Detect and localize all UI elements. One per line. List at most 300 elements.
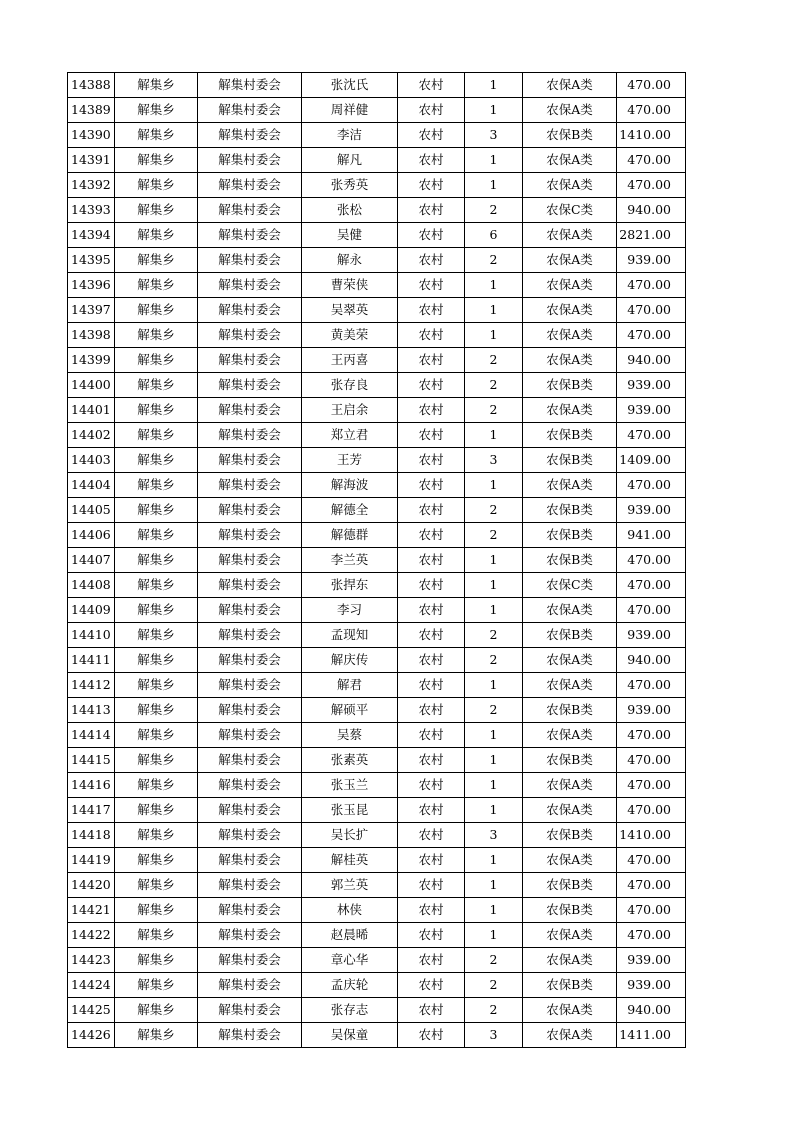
name-cell: 解海波 xyxy=(302,473,398,498)
name-cell: 吴蔡 xyxy=(302,723,398,748)
household-type-cell: 农村 xyxy=(398,498,465,523)
table-row xyxy=(68,548,686,573)
household-type-cell: 农村 xyxy=(398,123,465,148)
insurance-category-cell: 农保A类 xyxy=(523,73,617,98)
household-type-cell: 农村 xyxy=(398,848,465,873)
household-type-cell: 农村 xyxy=(398,973,465,998)
member-count-cell: 1 xyxy=(465,173,523,198)
member-count-cell: 6 xyxy=(465,223,523,248)
insurance-category-cell: 农保A类 xyxy=(523,248,617,273)
name-cell: 解君 xyxy=(302,673,398,698)
insurance-category-cell: 农保A类 xyxy=(523,98,617,123)
village-committee-cell: 解集村委会 xyxy=(198,698,302,723)
name-cell: 王启余 xyxy=(302,398,398,423)
table-row xyxy=(68,373,686,398)
insurance-category-cell: 农保A类 xyxy=(523,323,617,348)
member-count-cell: 1 xyxy=(465,848,523,873)
township-cell: 解集乡 xyxy=(115,823,198,848)
village-committee-cell: 解集村委会 xyxy=(198,723,302,748)
name-cell: 王丙喜 xyxy=(302,348,398,373)
township-cell: 解集乡 xyxy=(115,698,198,723)
table-row xyxy=(68,323,686,348)
name-cell: 张捍东 xyxy=(302,573,398,598)
household-type-cell: 农村 xyxy=(398,898,465,923)
name-cell: 张玉昆 xyxy=(302,798,398,823)
household-type-cell: 农村 xyxy=(398,248,465,273)
amount-cell: 470.00 xyxy=(617,548,686,573)
township-cell: 解集乡 xyxy=(115,373,198,398)
township-cell: 解集乡 xyxy=(115,473,198,498)
table-row xyxy=(68,198,686,223)
township-cell: 解集乡 xyxy=(115,773,198,798)
village-committee-cell: 解集村委会 xyxy=(198,473,302,498)
amount-cell: 2821.00 xyxy=(617,223,686,248)
serial-cell: 14401 xyxy=(68,398,115,423)
serial-cell: 14420 xyxy=(68,873,115,898)
serial-cell: 14399 xyxy=(68,348,115,373)
name-cell: 吴健 xyxy=(302,223,398,248)
serial-cell: 14419 xyxy=(68,848,115,873)
township-cell: 解集乡 xyxy=(115,498,198,523)
village-committee-cell: 解集村委会 xyxy=(198,1023,302,1048)
township-cell: 解集乡 xyxy=(115,273,198,298)
table-row xyxy=(68,423,686,448)
village-committee-cell: 解集村委会 xyxy=(198,648,302,673)
insurance-category-cell: 农保A类 xyxy=(523,673,617,698)
village-committee-cell: 解集村委会 xyxy=(198,273,302,298)
serial-cell: 14424 xyxy=(68,973,115,998)
amount-cell: 470.00 xyxy=(617,773,686,798)
name-cell: 解硕平 xyxy=(302,698,398,723)
table-row xyxy=(68,673,686,698)
name-cell: 解德群 xyxy=(302,523,398,548)
member-count-cell: 2 xyxy=(465,498,523,523)
amount-cell: 470.00 xyxy=(617,873,686,898)
table-row xyxy=(68,148,686,173)
amount-cell: 470.00 xyxy=(617,598,686,623)
table-row xyxy=(68,998,686,1023)
name-cell: 李兰英 xyxy=(302,548,398,573)
insurance-category-cell: 农保A类 xyxy=(523,998,617,1023)
amount-cell: 939.00 xyxy=(617,373,686,398)
member-count-cell: 1 xyxy=(465,923,523,948)
village-committee-cell: 解集村委会 xyxy=(198,423,302,448)
serial-cell: 14425 xyxy=(68,998,115,1023)
serial-cell: 14397 xyxy=(68,298,115,323)
township-cell: 解集乡 xyxy=(115,848,198,873)
village-committee-cell: 解集村委会 xyxy=(198,773,302,798)
village-committee-cell: 解集村委会 xyxy=(198,523,302,548)
insurance-category-cell: 农保B类 xyxy=(523,373,617,398)
amount-cell: 470.00 xyxy=(617,298,686,323)
serial-cell: 14398 xyxy=(68,323,115,348)
household-type-cell: 农村 xyxy=(398,698,465,723)
table-row xyxy=(68,173,686,198)
table-row xyxy=(68,648,686,673)
amount-cell: 470.00 xyxy=(617,323,686,348)
village-committee-cell: 解集村委会 xyxy=(198,148,302,173)
household-type-cell: 农村 xyxy=(398,73,465,98)
serial-cell: 14423 xyxy=(68,948,115,973)
table-row xyxy=(68,448,686,473)
township-cell: 解集乡 xyxy=(115,223,198,248)
village-committee-cell: 解集村委会 xyxy=(198,223,302,248)
amount-cell: 1411.00 xyxy=(617,1023,686,1048)
township-cell: 解集乡 xyxy=(115,173,198,198)
amount-cell: 470.00 xyxy=(617,923,686,948)
amount-cell: 939.00 xyxy=(617,248,686,273)
insurance-category-cell: 农保A类 xyxy=(523,773,617,798)
table-row xyxy=(68,748,686,773)
serial-cell: 14393 xyxy=(68,198,115,223)
serial-cell: 14412 xyxy=(68,673,115,698)
township-cell: 解集乡 xyxy=(115,798,198,823)
household-type-cell: 农村 xyxy=(398,473,465,498)
table-row xyxy=(68,248,686,273)
amount-cell: 470.00 xyxy=(617,723,686,748)
household-type-cell: 农村 xyxy=(398,623,465,648)
table-row xyxy=(68,973,686,998)
amount-cell: 941.00 xyxy=(617,523,686,548)
serial-cell: 14388 xyxy=(68,73,115,98)
name-cell: 郑立君 xyxy=(302,423,398,448)
member-count-cell: 1 xyxy=(465,573,523,598)
amount-cell: 470.00 xyxy=(617,148,686,173)
township-cell: 解集乡 xyxy=(115,73,198,98)
village-committee-cell: 解集村委会 xyxy=(198,873,302,898)
household-type-cell: 农村 xyxy=(398,823,465,848)
member-count-cell: 1 xyxy=(465,723,523,748)
township-cell: 解集乡 xyxy=(115,123,198,148)
township-cell: 解集乡 xyxy=(115,648,198,673)
village-committee-cell: 解集村委会 xyxy=(198,623,302,648)
table-row xyxy=(68,898,686,923)
amount-cell: 470.00 xyxy=(617,898,686,923)
name-cell: 郭兰英 xyxy=(302,873,398,898)
insurance-category-cell: 农保A类 xyxy=(523,298,617,323)
name-cell: 张沈氏 xyxy=(302,73,398,98)
name-cell: 张玉兰 xyxy=(302,773,398,798)
table-row xyxy=(68,1023,686,1048)
member-count-cell: 1 xyxy=(465,748,523,773)
insurance-category-cell: 农保B类 xyxy=(523,873,617,898)
township-cell: 解集乡 xyxy=(115,573,198,598)
table-row xyxy=(68,573,686,598)
serial-cell: 14400 xyxy=(68,373,115,398)
township-cell: 解集乡 xyxy=(115,723,198,748)
village-committee-cell: 解集村委会 xyxy=(198,823,302,848)
insurance-category-cell: 农保B类 xyxy=(523,973,617,998)
village-committee-cell: 解集村委会 xyxy=(198,248,302,273)
household-type-cell: 农村 xyxy=(398,673,465,698)
table-row xyxy=(68,73,686,98)
insurance-category-cell: 农保A类 xyxy=(523,173,617,198)
serial-cell: 14417 xyxy=(68,798,115,823)
member-count-cell: 1 xyxy=(465,148,523,173)
insurance-category-cell: 农保A类 xyxy=(523,148,617,173)
amount-cell: 470.00 xyxy=(617,798,686,823)
household-type-cell: 农村 xyxy=(398,148,465,173)
insurance-category-cell: 农保B类 xyxy=(523,448,617,473)
table-row xyxy=(68,348,686,373)
serial-cell: 14396 xyxy=(68,273,115,298)
insurance-category-cell: 农保B类 xyxy=(523,698,617,723)
household-type-cell: 农村 xyxy=(398,648,465,673)
household-type-cell: 农村 xyxy=(398,598,465,623)
insurance-category-cell: 农保B类 xyxy=(523,498,617,523)
township-cell: 解集乡 xyxy=(115,148,198,173)
insurance-category-cell: 农保A类 xyxy=(523,273,617,298)
name-cell: 孟庆轮 xyxy=(302,973,398,998)
name-cell: 王芳 xyxy=(302,448,398,473)
insurance-category-cell: 农保A类 xyxy=(523,398,617,423)
household-type-cell: 农村 xyxy=(398,773,465,798)
serial-cell: 14406 xyxy=(68,523,115,548)
serial-cell: 14404 xyxy=(68,473,115,498)
village-committee-cell: 解集村委会 xyxy=(198,998,302,1023)
village-committee-cell: 解集村委会 xyxy=(198,673,302,698)
household-type-cell: 农村 xyxy=(398,548,465,573)
household-type-cell: 农村 xyxy=(398,948,465,973)
household-type-cell: 农村 xyxy=(398,448,465,473)
amount-cell: 470.00 xyxy=(617,423,686,448)
household-type-cell: 农村 xyxy=(398,173,465,198)
township-cell: 解集乡 xyxy=(115,398,198,423)
amount-cell: 470.00 xyxy=(617,748,686,773)
table-row xyxy=(68,398,686,423)
name-cell: 吴长扩 xyxy=(302,823,398,848)
amount-cell: 1409.00 xyxy=(617,448,686,473)
insurance-category-cell: 农保A类 xyxy=(523,473,617,498)
table-row xyxy=(68,98,686,123)
table-body xyxy=(68,73,686,1048)
amount-cell: 939.00 xyxy=(617,498,686,523)
amount-cell: 470.00 xyxy=(617,473,686,498)
table-row xyxy=(68,948,686,973)
table-row xyxy=(68,273,686,298)
village-committee-cell: 解集村委会 xyxy=(198,123,302,148)
name-cell: 张素英 xyxy=(302,748,398,773)
household-type-cell: 农村 xyxy=(398,198,465,223)
serial-cell: 14392 xyxy=(68,173,115,198)
township-cell: 解集乡 xyxy=(115,873,198,898)
household-type-cell: 农村 xyxy=(398,798,465,823)
serial-cell: 14410 xyxy=(68,623,115,648)
household-type-cell: 农村 xyxy=(398,523,465,548)
name-cell: 赵晨晞 xyxy=(302,923,398,948)
household-type-cell: 农村 xyxy=(398,223,465,248)
member-count-cell: 2 xyxy=(465,948,523,973)
amount-cell: 940.00 xyxy=(617,998,686,1023)
insurance-category-cell: 农保A类 xyxy=(523,648,617,673)
serial-cell: 14421 xyxy=(68,898,115,923)
insurance-category-cell: 农保C类 xyxy=(523,198,617,223)
member-count-cell: 1 xyxy=(465,598,523,623)
village-committee-cell: 解集村委会 xyxy=(198,923,302,948)
table-row xyxy=(68,598,686,623)
village-committee-cell: 解集村委会 xyxy=(198,173,302,198)
insurance-category-cell: 农保A类 xyxy=(523,1023,617,1048)
serial-cell: 14411 xyxy=(68,648,115,673)
member-count-cell: 2 xyxy=(465,248,523,273)
amount-cell: 939.00 xyxy=(617,398,686,423)
village-committee-cell: 解集村委会 xyxy=(198,898,302,923)
insurance-category-cell: 农保A类 xyxy=(523,923,617,948)
township-cell: 解集乡 xyxy=(115,98,198,123)
village-committee-cell: 解集村委会 xyxy=(198,598,302,623)
member-count-cell: 2 xyxy=(465,648,523,673)
amount-cell: 940.00 xyxy=(617,198,686,223)
village-committee-cell: 解集村委会 xyxy=(198,198,302,223)
serial-cell: 14389 xyxy=(68,98,115,123)
member-count-cell: 1 xyxy=(465,673,523,698)
amount-cell: 939.00 xyxy=(617,623,686,648)
household-type-cell: 农村 xyxy=(398,998,465,1023)
village-committee-cell: 解集村委会 xyxy=(198,498,302,523)
serial-cell: 14402 xyxy=(68,423,115,448)
insurance-category-cell: 农保B类 xyxy=(523,823,617,848)
village-committee-cell: 解集村委会 xyxy=(198,798,302,823)
member-count-cell: 1 xyxy=(465,273,523,298)
insurance-category-cell: 农保B类 xyxy=(523,748,617,773)
serial-cell: 14415 xyxy=(68,748,115,773)
village-committee-cell: 解集村委会 xyxy=(198,948,302,973)
village-committee-cell: 解集村委会 xyxy=(198,398,302,423)
table-row xyxy=(68,473,686,498)
village-committee-cell: 解集村委会 xyxy=(198,298,302,323)
member-count-cell: 1 xyxy=(465,548,523,573)
member-count-cell: 1 xyxy=(465,323,523,348)
name-cell: 解永 xyxy=(302,248,398,273)
household-type-cell: 农村 xyxy=(398,273,465,298)
amount-cell: 470.00 xyxy=(617,673,686,698)
member-count-cell: 1 xyxy=(465,473,523,498)
serial-cell: 14390 xyxy=(68,123,115,148)
member-count-cell: 1 xyxy=(465,298,523,323)
township-cell: 解集乡 xyxy=(115,998,198,1023)
name-cell: 张松 xyxy=(302,198,398,223)
table-row xyxy=(68,923,686,948)
insurance-category-cell: 农保A类 xyxy=(523,223,617,248)
member-count-cell: 1 xyxy=(465,798,523,823)
township-cell: 解集乡 xyxy=(115,248,198,273)
member-count-cell: 1 xyxy=(465,773,523,798)
household-type-cell: 农村 xyxy=(398,573,465,598)
table-row xyxy=(68,698,686,723)
serial-cell: 14405 xyxy=(68,498,115,523)
member-count-cell: 2 xyxy=(465,373,523,398)
township-cell: 解集乡 xyxy=(115,1023,198,1048)
table-row xyxy=(68,298,686,323)
insurance-category-cell: 农保B类 xyxy=(523,523,617,548)
name-cell: 吴保童 xyxy=(302,1023,398,1048)
household-type-cell: 农村 xyxy=(398,398,465,423)
township-cell: 解集乡 xyxy=(115,423,198,448)
insurance-category-cell: 农保A类 xyxy=(523,848,617,873)
serial-cell: 14394 xyxy=(68,223,115,248)
member-count-cell: 2 xyxy=(465,698,523,723)
amount-cell: 939.00 xyxy=(617,973,686,998)
name-cell: 吴翠英 xyxy=(302,298,398,323)
serial-cell: 14395 xyxy=(68,248,115,273)
table-row xyxy=(68,798,686,823)
serial-cell: 14408 xyxy=(68,573,115,598)
household-type-cell: 农村 xyxy=(398,98,465,123)
village-committee-cell: 解集村委会 xyxy=(198,348,302,373)
township-cell: 解集乡 xyxy=(115,598,198,623)
township-cell: 解集乡 xyxy=(115,548,198,573)
member-count-cell: 3 xyxy=(465,1023,523,1048)
village-committee-cell: 解集村委会 xyxy=(198,973,302,998)
insurance-category-cell: 农保B类 xyxy=(523,423,617,448)
relief-roster-table xyxy=(67,72,686,1048)
member-count-cell: 1 xyxy=(465,423,523,448)
name-cell: 张存志 xyxy=(302,998,398,1023)
insurance-category-cell: 农保B类 xyxy=(523,123,617,148)
member-count-cell: 3 xyxy=(465,123,523,148)
table-row xyxy=(68,623,686,648)
table-row xyxy=(68,723,686,748)
insurance-category-cell: 农保A类 xyxy=(523,948,617,973)
serial-cell: 14416 xyxy=(68,773,115,798)
township-cell: 解集乡 xyxy=(115,623,198,648)
amount-cell: 470.00 xyxy=(617,573,686,598)
name-cell: 解德全 xyxy=(302,498,398,523)
member-count-cell: 3 xyxy=(465,823,523,848)
table-row xyxy=(68,223,686,248)
table-row xyxy=(68,823,686,848)
member-count-cell: 1 xyxy=(465,73,523,98)
member-count-cell: 1 xyxy=(465,98,523,123)
township-cell: 解集乡 xyxy=(115,673,198,698)
name-cell: 章心华 xyxy=(302,948,398,973)
insurance-category-cell: 农保A类 xyxy=(523,598,617,623)
insurance-category-cell: 农保B类 xyxy=(523,548,617,573)
insurance-category-cell: 农保B类 xyxy=(523,898,617,923)
amount-cell: 470.00 xyxy=(617,173,686,198)
township-cell: 解集乡 xyxy=(115,523,198,548)
village-committee-cell: 解集村委会 xyxy=(198,448,302,473)
township-cell: 解集乡 xyxy=(115,198,198,223)
serial-cell: 14426 xyxy=(68,1023,115,1048)
insurance-category-cell: 农保C类 xyxy=(523,573,617,598)
serial-cell: 14418 xyxy=(68,823,115,848)
household-type-cell: 农村 xyxy=(398,923,465,948)
insurance-category-cell: 农保A类 xyxy=(523,723,617,748)
household-type-cell: 农村 xyxy=(398,323,465,348)
table-row xyxy=(68,873,686,898)
table-row xyxy=(68,848,686,873)
member-count-cell: 1 xyxy=(465,873,523,898)
township-cell: 解集乡 xyxy=(115,923,198,948)
amount-cell: 470.00 xyxy=(617,848,686,873)
amount-cell: 1410.00 xyxy=(617,823,686,848)
village-committee-cell: 解集村委会 xyxy=(198,373,302,398)
member-count-cell: 3 xyxy=(465,448,523,473)
name-cell: 解桂英 xyxy=(302,848,398,873)
township-cell: 解集乡 xyxy=(115,948,198,973)
township-cell: 解集乡 xyxy=(115,748,198,773)
serial-cell: 14413 xyxy=(68,698,115,723)
table-row xyxy=(68,123,686,148)
name-cell: 李洁 xyxy=(302,123,398,148)
village-committee-cell: 解集村委会 xyxy=(198,548,302,573)
member-count-cell: 2 xyxy=(465,998,523,1023)
member-count-cell: 2 xyxy=(465,973,523,998)
village-committee-cell: 解集村委会 xyxy=(198,573,302,598)
name-cell: 李习 xyxy=(302,598,398,623)
member-count-cell: 2 xyxy=(465,398,523,423)
